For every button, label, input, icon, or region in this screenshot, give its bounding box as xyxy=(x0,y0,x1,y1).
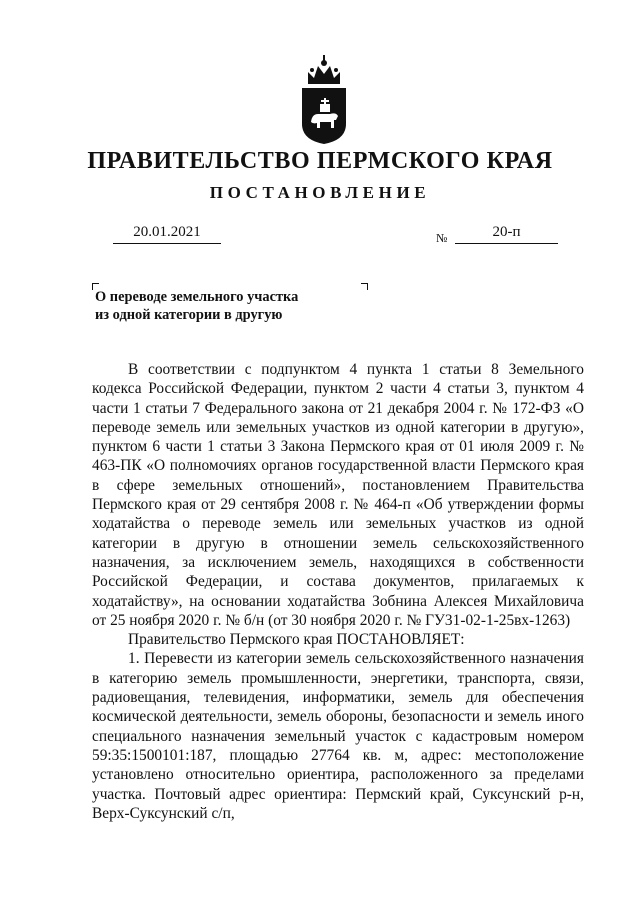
coat-of-arms-icon xyxy=(296,54,352,146)
document-subject xyxy=(95,288,365,324)
organization-title: ПРАВИТЕЛЬСТВО ПЕРМСКОГО КРАЯ xyxy=(87,148,553,174)
resolution-paragraph: Правительство Пермского края ПОСТАНОВЛЯЕТ: xyxy=(128,631,465,649)
document-date: 20.01.2021 xyxy=(113,224,221,244)
document-number: 20-п xyxy=(455,224,558,244)
document-type: ПОСТАНОВЛЕНИЕ xyxy=(209,183,431,202)
document-body xyxy=(92,360,584,823)
subject-line-2: из одной категории в другую xyxy=(95,307,283,323)
preamble-paragraph: В соответствии с подпунктом 4 пункта 1 статьи 8 Земельного кодекса Российской Федерации, пунктом 2 части 4 статьи 3, пунктом 4 части 1 статьи 7 Федерального закона от 21 декабря 2004 г. № 172-ФЗ «О переводе земель или земельных участков из одной категории в другую», пунктом 6 части 1 статьи 3 Закона Пермского края от 01 июля 2009 г. № 463-ПК «О полномочиях органов государственной власти Пермского края в сфере земельных отношений», постановлением Правительства Пермского края от 29 сентября 2008 г. № 464-п «Об утверждении формы ходатайства о переводе земель или земельных участков из одной категории в другую в отношении земель сельскохозяйственного назначения, за исключением земель, находящихся в собственности Российской Федерации, и состава документов, прилагаемых к ходатайству», на основании ходатайства Зобнина Алексея Михайловича от 25 ноября 2020 г. № б/н (от 30 ноября 2020 г. № ГУ31-02-1-25вх-1263) xyxy=(92,361,584,629)
clause-1-paragraph: 1. Перевести из категории земель сельскохозяйственного назначения в категорию земель промышленности, энергетики, транспорта, связи, радиовещания, телевидения, информатики, земель для обеспечения космической деятельности, земель обороны, безопасности и земель иного специального назначения земельный участок с кадастровым номером 59:35:1500101:187, площадью 27764 кв. м, адрес: местоположение установлено относительно ориентира, расположенного за пределами участка. Почтовый адрес ориентира: Пермский край, Суксунский р-н, Верх-Суксунский с/п, xyxy=(92,650,584,822)
subject-line-1: О переводе земельного участка xyxy=(95,289,299,305)
number-sign: № xyxy=(436,231,448,245)
